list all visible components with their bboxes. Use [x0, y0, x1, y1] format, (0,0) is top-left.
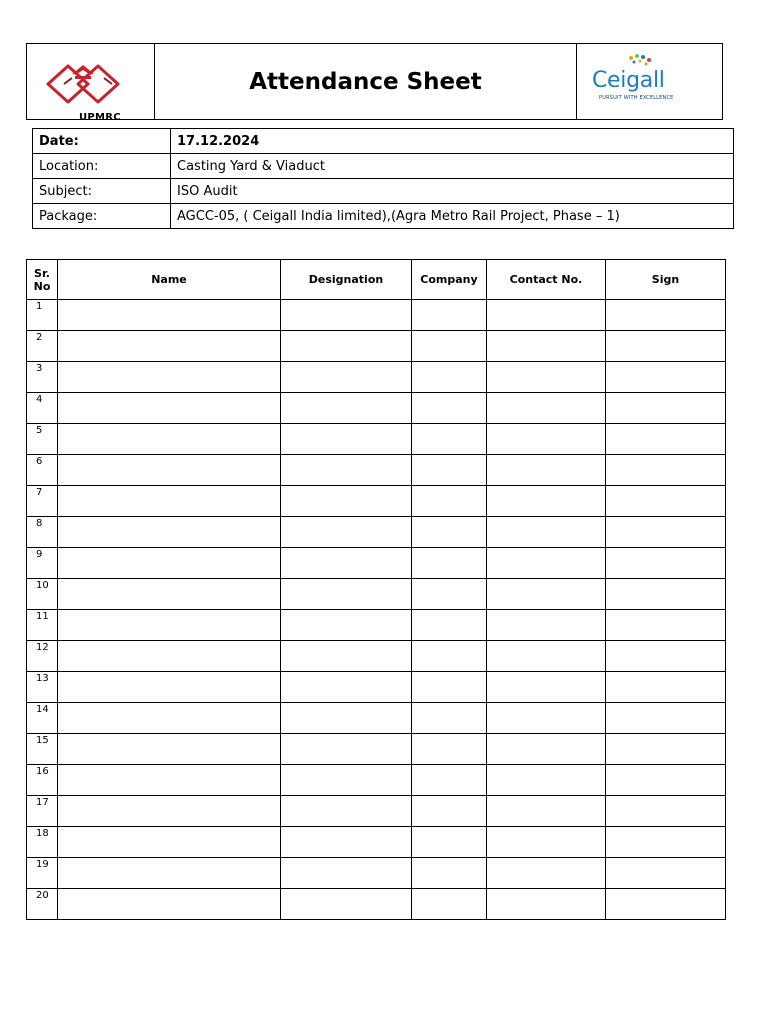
contact-cell[interactable]	[487, 393, 606, 424]
page-title: Attendance Sheet	[249, 68, 482, 95]
row-number: 17	[27, 796, 58, 827]
attendance-header-row	[27, 260, 726, 300]
table-row	[27, 765, 726, 796]
company-cell[interactable]	[412, 362, 487, 393]
contact-cell[interactable]	[487, 300, 606, 331]
sign-cell[interactable]	[606, 796, 726, 827]
name-cell[interactable]	[58, 889, 281, 920]
attendance-table	[26, 259, 726, 920]
contact-cell[interactable]	[487, 703, 606, 734]
table-row	[27, 393, 726, 424]
sign-cell[interactable]	[606, 765, 726, 796]
row-number: 2	[27, 331, 58, 362]
company-cell[interactable]	[412, 455, 487, 486]
contact-cell[interactable]	[487, 331, 606, 362]
designation-cell[interactable]	[281, 858, 412, 889]
company-cell[interactable]	[412, 610, 487, 641]
ceigall-wordmark: Ceigall	[592, 68, 665, 93]
designation-cell[interactable]	[281, 610, 412, 641]
designation-cell[interactable]	[281, 486, 412, 517]
contact-cell[interactable]	[487, 610, 606, 641]
row-number: 19	[27, 858, 58, 889]
name-cell[interactable]	[58, 641, 281, 672]
row-number: 20	[27, 889, 58, 920]
company-cell[interactable]	[412, 300, 487, 331]
designation-cell[interactable]	[281, 796, 412, 827]
designation-cell[interactable]	[281, 672, 412, 703]
company-cell[interactable]	[412, 393, 487, 424]
table-row	[27, 734, 726, 765]
company-cell[interactable]	[412, 734, 487, 765]
company-cell[interactable]	[412, 858, 487, 889]
row-number: 14	[27, 703, 58, 734]
company-cell[interactable]	[412, 765, 487, 796]
upmrc-logo-icon	[44, 60, 134, 112]
date-value: 17.12.2024	[171, 129, 734, 154]
table-row	[27, 548, 726, 579]
info-row-subject	[33, 179, 734, 204]
table-row	[27, 889, 726, 920]
row-number: 4	[27, 393, 58, 424]
table-row	[27, 858, 726, 889]
row-number: 3	[27, 362, 58, 393]
contact-cell[interactable]	[487, 765, 606, 796]
designation-cell[interactable]	[281, 548, 412, 579]
name-cell[interactable]	[58, 393, 281, 424]
designation-cell[interactable]	[281, 827, 412, 858]
attendance-body	[27, 300, 726, 920]
company-cell[interactable]	[412, 672, 487, 703]
ceigall-logo	[576, 44, 722, 119]
contact-cell[interactable]	[487, 486, 606, 517]
sign-cell[interactable]	[606, 548, 726, 579]
company-cell[interactable]	[412, 796, 487, 827]
upmrc-logo	[27, 44, 155, 123]
header-srno: Sr. No	[27, 260, 58, 300]
table-row	[27, 827, 726, 858]
row-number: 11	[27, 610, 58, 641]
header-sign: Sign	[606, 260, 726, 300]
sign-cell[interactable]	[606, 486, 726, 517]
location-value: Casting Yard & Viaduct	[171, 154, 734, 179]
info-row-location	[33, 154, 734, 179]
contact-cell[interactable]	[487, 579, 606, 610]
name-cell[interactable]	[58, 765, 281, 796]
table-row	[27, 300, 726, 331]
designation-cell[interactable]	[281, 362, 412, 393]
table-row	[27, 362, 726, 393]
name-cell[interactable]	[58, 827, 281, 858]
company-cell[interactable]	[412, 579, 487, 610]
sign-cell[interactable]	[606, 858, 726, 889]
header-designation: Designation	[281, 260, 412, 300]
table-row	[27, 796, 726, 827]
table-row	[27, 424, 726, 455]
company-cell[interactable]	[412, 424, 487, 455]
name-cell[interactable]	[58, 517, 281, 548]
package-label: Package:	[33, 204, 171, 229]
contact-cell[interactable]	[487, 858, 606, 889]
name-cell[interactable]	[58, 424, 281, 455]
sign-cell[interactable]	[606, 889, 726, 920]
table-row	[27, 455, 726, 486]
name-cell[interactable]	[58, 610, 281, 641]
contact-cell[interactable]	[487, 362, 606, 393]
sign-cell[interactable]	[606, 424, 726, 455]
row-number: 1	[27, 300, 58, 331]
row-number: 8	[27, 517, 58, 548]
sign-cell[interactable]	[606, 331, 726, 362]
sign-cell[interactable]	[606, 610, 726, 641]
table-row	[27, 641, 726, 672]
subject-value: ISO Audit	[171, 179, 734, 204]
name-cell[interactable]	[58, 858, 281, 889]
table-row	[27, 517, 726, 548]
name-cell[interactable]	[58, 362, 281, 393]
designation-cell[interactable]	[281, 300, 412, 331]
designation-cell[interactable]	[281, 889, 412, 920]
sign-cell[interactable]	[606, 362, 726, 393]
sign-cell[interactable]	[606, 300, 726, 331]
designation-cell[interactable]	[281, 424, 412, 455]
contact-cell[interactable]	[487, 548, 606, 579]
contact-cell[interactable]	[487, 517, 606, 548]
company-cell[interactable]	[412, 517, 487, 548]
row-number: 7	[27, 486, 58, 517]
header-contact: Contact No.	[487, 260, 606, 300]
company-cell[interactable]	[412, 548, 487, 579]
sign-cell[interactable]	[606, 517, 726, 548]
name-cell[interactable]	[58, 300, 281, 331]
header-company: Company	[412, 260, 487, 300]
name-cell[interactable]	[58, 579, 281, 610]
document-header	[26, 43, 723, 123]
name-cell[interactable]	[58, 331, 281, 362]
designation-cell[interactable]	[281, 703, 412, 734]
row-number: 13	[27, 672, 58, 703]
upmrc-logo-text: UPMRC	[79, 112, 121, 123]
name-cell[interactable]	[58, 672, 281, 703]
company-cell[interactable]	[412, 889, 487, 920]
designation-cell[interactable]	[281, 393, 412, 424]
info-row-package	[33, 204, 734, 229]
location-label: Location:	[33, 154, 171, 179]
contact-cell[interactable]	[487, 734, 606, 765]
company-cell[interactable]	[412, 641, 487, 672]
company-cell[interactable]	[412, 331, 487, 362]
row-number: 15	[27, 734, 58, 765]
header-name: Name	[58, 260, 281, 300]
info-table	[32, 128, 734, 229]
contact-cell[interactable]	[487, 641, 606, 672]
contact-cell[interactable]	[487, 424, 606, 455]
designation-cell[interactable]	[281, 455, 412, 486]
sign-cell[interactable]	[606, 641, 726, 672]
sign-cell[interactable]	[606, 455, 726, 486]
company-cell[interactable]	[412, 827, 487, 858]
designation-cell[interactable]	[281, 517, 412, 548]
name-cell[interactable]	[58, 703, 281, 734]
designation-cell[interactable]	[281, 734, 412, 765]
name-cell[interactable]	[58, 455, 281, 486]
row-number: 5	[27, 424, 58, 455]
row-number: 16	[27, 765, 58, 796]
designation-cell[interactable]	[281, 331, 412, 362]
sign-cell[interactable]	[606, 672, 726, 703]
table-row	[27, 486, 726, 517]
table-row	[27, 672, 726, 703]
table-row	[27, 703, 726, 734]
row-number: 12	[27, 641, 58, 672]
row-number: 6	[27, 455, 58, 486]
sign-cell[interactable]	[606, 393, 726, 424]
info-row-date	[33, 129, 734, 154]
row-number: 18	[27, 827, 58, 858]
sign-cell[interactable]	[606, 827, 726, 858]
designation-cell[interactable]	[281, 765, 412, 796]
sign-cell[interactable]	[606, 703, 726, 734]
company-cell[interactable]	[412, 486, 487, 517]
row-number: 10	[27, 579, 58, 610]
contact-cell[interactable]	[487, 827, 606, 858]
table-row	[27, 579, 726, 610]
contact-cell[interactable]	[487, 796, 606, 827]
company-cell[interactable]	[412, 703, 487, 734]
name-cell[interactable]	[58, 548, 281, 579]
row-number: 9	[27, 548, 58, 579]
table-row	[27, 610, 726, 641]
table-row	[27, 331, 726, 362]
contact-cell[interactable]	[487, 889, 606, 920]
designation-cell[interactable]	[281, 641, 412, 672]
contact-cell[interactable]	[487, 455, 606, 486]
sign-cell[interactable]	[606, 579, 726, 610]
designation-cell[interactable]	[281, 579, 412, 610]
name-cell[interactable]	[58, 486, 281, 517]
name-cell[interactable]	[58, 796, 281, 827]
name-cell[interactable]	[58, 734, 281, 765]
date-label: Date:	[33, 129, 171, 154]
ceigall-tagline: PURSUIT WITH EXCELLENCE	[599, 95, 674, 101]
sign-cell[interactable]	[606, 734, 726, 765]
package-value: AGCC-05, ( Ceigall India limited),(Agra Metro Rail Project, Phase – 1)	[171, 204, 734, 229]
subject-label: Subject:	[33, 179, 171, 204]
contact-cell[interactable]	[487, 672, 606, 703]
